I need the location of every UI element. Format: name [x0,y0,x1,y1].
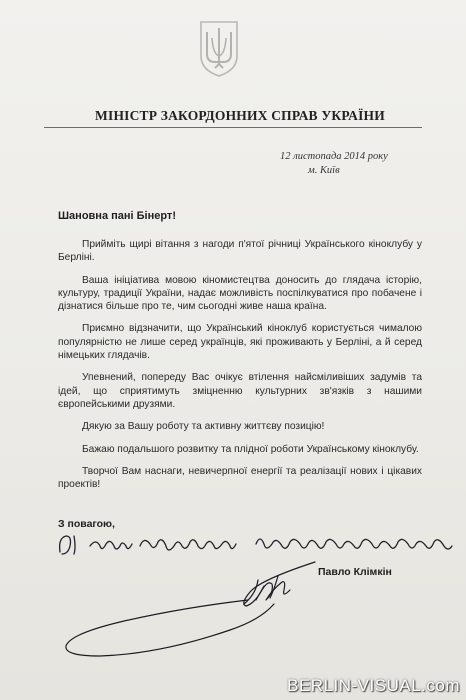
watermark: BERLIN-VISUAL.com [287,676,460,695]
trident-coat-of-arms-icon [198,20,240,78]
body-paragraph: Творчої Вам наснаги, невичерпної енергії та реалізації нових і цікавих проектів! [58,465,422,491]
closing-phrase: З повагою, [58,518,115,530]
letter-body [58,238,422,500]
signer-name: Павло Клімкін [318,566,392,578]
body-paragraph: Упевнений, попереду Вас очікує втілення найсміливіших задумів та ідей, що сприятимуть зміцненню культурних зв'язків з нашими європейськими друзями. [58,372,422,410]
body-paragraph: Прийміть щирі вітання з нагоди п'ятої річниці Українського кіноклубу у Берліні. [58,239,422,264]
letter-date: 12 листопада 2014 року [280,151,388,162]
handwritten-signature [60,560,330,680]
body-paragraph: Бажаю подальшого розвитку та плідної роботи Українському кіноклубу. [82,443,419,455]
handwritten-note [56,528,456,558]
body-paragraph: Дякую за Вашу роботу та активну життєву позицію! [82,421,325,433]
letter-city: м. Київ [308,165,340,176]
date-block [280,150,430,178]
body-paragraph: Ваша ініціатива мовою кіномистецтва доносить до глядача історію, культуру, традиції України, надає можливість поспілкуватися про побачене і дізнатися більше про те, чим сьогодні живе наша країна. [58,274,422,313]
salutation: Шановна пані Бінерт! [58,210,176,222]
header-divider [44,127,422,128]
body-paragraph: Приємно відзначити, що Український кіноклуб користується чималою популярністю не лише серед українців, які проживають у Берліні, а й серед німецьких глядачів. [58,323,422,362]
letterhead-title: МІНІСТР ЗАКОРДОННИХ СПРАВ УКРАЇНИ [95,108,385,123]
